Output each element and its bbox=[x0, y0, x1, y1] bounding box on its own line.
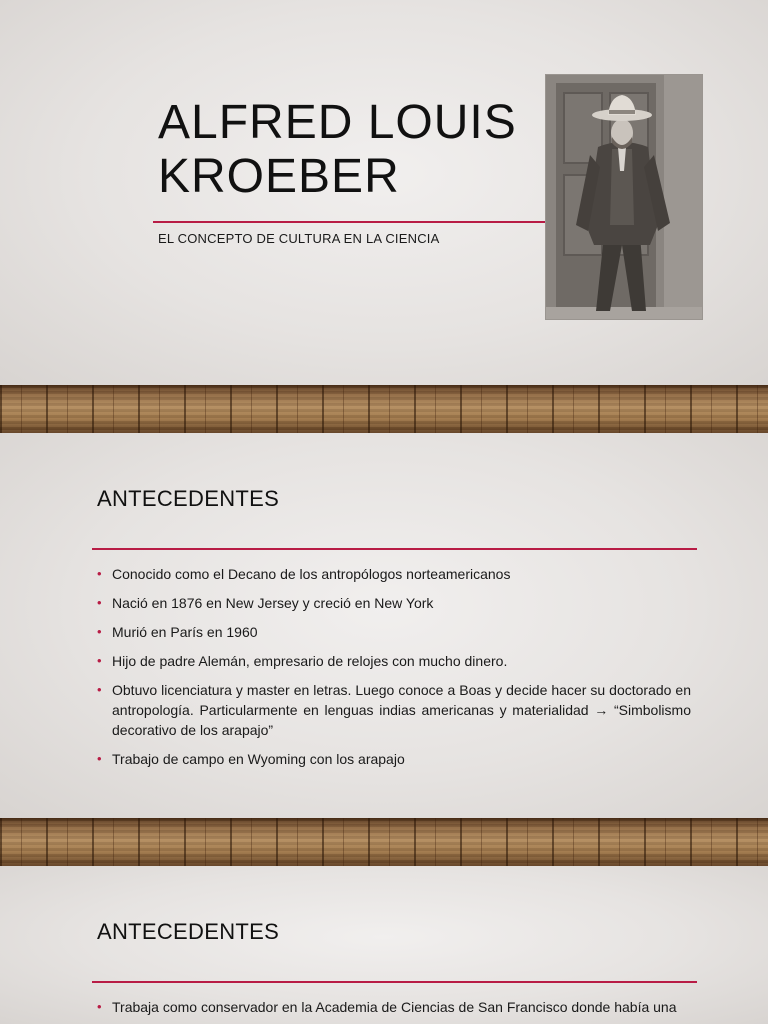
list-item: • Hijo de padre Alemán, empresario de relojes con mucho dinero. bbox=[97, 651, 691, 671]
wood-floor-divider bbox=[0, 385, 768, 433]
content-slide-2 bbox=[0, 866, 768, 1024]
wood-floor-divider bbox=[0, 818, 768, 866]
title-slide bbox=[0, 0, 768, 385]
list-item: • Trabajo de campo en Wyoming con los arapajo bbox=[97, 749, 691, 769]
list-item: • Nació en 1876 en New Jersey y creció en New York bbox=[97, 593, 691, 613]
slide-heading: ANTECEDENTES bbox=[97, 486, 280, 511]
heading-divider bbox=[92, 981, 697, 983]
list-item: • Murió en París en 1960 bbox=[97, 622, 691, 642]
title-line-2: KROEBER bbox=[158, 150, 400, 203]
slide-title bbox=[158, 96, 517, 204]
title-divider bbox=[153, 221, 545, 223]
slide-subtitle: EL CONCEPTO DE CULTURA EN LA CIENCIA bbox=[158, 231, 440, 246]
content-slide-1 bbox=[0, 433, 768, 818]
portrait-illustration bbox=[546, 75, 702, 319]
list-item: • Conocido como el Decano de los antropólogos norteamericanos bbox=[97, 564, 691, 584]
heading-divider bbox=[92, 548, 697, 550]
list-item: • Obtuvo licenciatura y master en letras. Luego conoce a Boas y decide hacer su doctorado en antropología. Particularmente en lenguas indias americanas y materialidad → “Simbolismo decorativo de los arapajo” bbox=[97, 680, 691, 740]
bullet-list bbox=[97, 564, 691, 778]
bullet-list bbox=[97, 997, 691, 1024]
title-line-1: ALFRED LOUIS bbox=[158, 96, 517, 149]
slide-heading: ANTECEDENTES bbox=[97, 919, 280, 944]
list-item: • Trabaja como conservador en la Academia de Ciencias de San Francisco donde había una bbox=[97, 997, 691, 1017]
portrait-photo bbox=[545, 74, 703, 320]
